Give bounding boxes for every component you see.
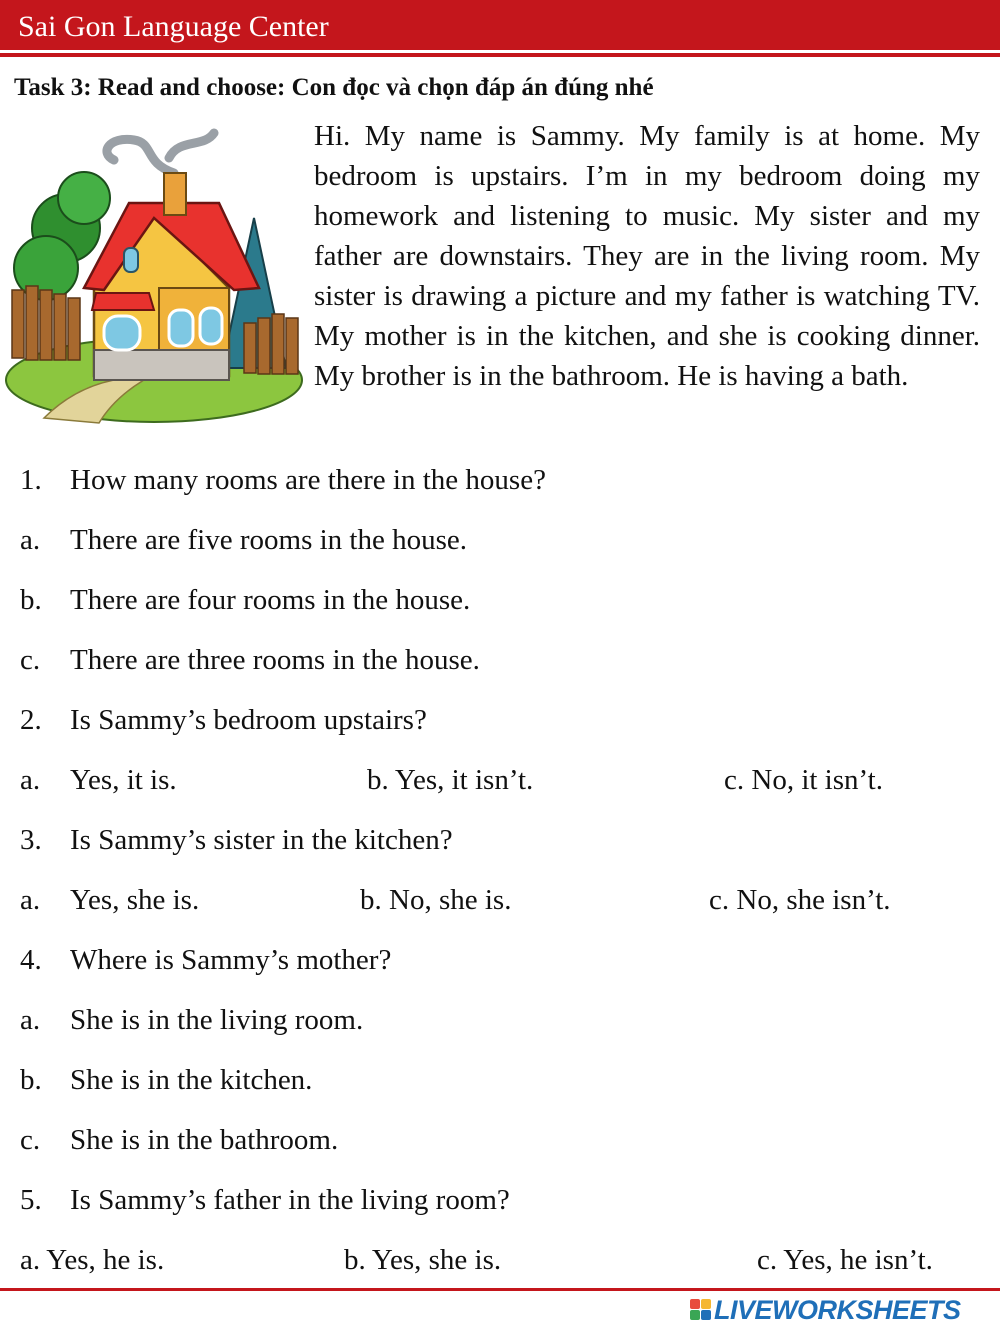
option-label: c.	[20, 1124, 41, 1156]
task-title: Task 3: Read and choose: Con đọc và chọn đáp án đúng nhé	[14, 74, 654, 101]
fence-left	[12, 286, 80, 360]
liveworksheets-logo[interactable]	[690, 1295, 961, 1325]
question-number: 4.	[20, 944, 42, 976]
option-2c[interactable]: c. No, it isn’t.	[724, 764, 883, 796]
liveworksheets-icon	[690, 1299, 712, 1321]
header-bar	[0, 0, 1000, 50]
option-label: a.	[20, 524, 41, 556]
option-label: c.	[20, 644, 41, 676]
question-text: Is Sammy’s bedroom upstairs?	[70, 704, 427, 736]
option-3a-text[interactable]: Yes, she is.	[70, 884, 200, 916]
question-text: Is Sammy’s sister in the kitchen?	[70, 824, 453, 856]
question-text: Is Sammy’s father in the living room?	[70, 1184, 510, 1216]
stone-base	[94, 350, 229, 380]
question-number: 2.	[20, 704, 42, 736]
liveworksheets-wordmark: LIVEWORKSHEETS	[714, 1294, 961, 1325]
option-2a-text[interactable]: Yes, it is.	[70, 764, 177, 796]
reading-passage: Hi. My name is Sammy. My family is at home. My bedroom is upstairs. I’m in my bedroom doing my homework and listening to music. My sister and my father are downstairs. They are in the living room. My sister is drawing a picture and my father is watching TV. My mother is in the kitchen, and she is cooking dinner. My brother is in the bathroom. He is having a bath.	[314, 120, 980, 392]
option-label: a.	[20, 1004, 41, 1036]
footer-divider	[0, 1288, 1000, 1291]
chimney	[164, 173, 186, 215]
option-text: There are five rooms in the house.	[70, 524, 467, 556]
question-number: 5.	[20, 1184, 42, 1216]
awning	[92, 293, 154, 310]
house-illustration	[4, 118, 304, 428]
option-text: She is in the bathroom.	[70, 1124, 339, 1156]
option-3c[interactable]: c. No, she isn’t.	[709, 884, 891, 916]
option-5c[interactable]: c. Yes, he isn’t.	[757, 1244, 933, 1276]
question-number: 1.	[20, 464, 42, 496]
question-text: How many rooms are there in the house?	[70, 464, 546, 496]
option-text: She is in the living room.	[70, 1004, 364, 1036]
center-name: Sai Gon Language Center	[18, 10, 329, 43]
option-3b[interactable]: b. No, she is.	[360, 884, 512, 916]
option-text: There are three rooms in the house.	[70, 644, 480, 676]
option-text: She is in the kitchen.	[70, 1064, 313, 1096]
option-5b[interactable]: b. Yes, she is.	[344, 1244, 502, 1276]
option-text: There are four rooms in the house.	[70, 584, 471, 616]
chimney-smoke	[107, 133, 214, 173]
option-3a-label[interactable]: a.	[20, 884, 41, 916]
option-2a-label[interactable]: a.	[20, 764, 41, 796]
option-2b[interactable]: b. Yes, it isn’t.	[367, 764, 534, 796]
question-number: 3.	[20, 824, 42, 856]
question-text: Where is Sammy’s mother?	[70, 944, 392, 976]
option-label: b.	[20, 584, 42, 616]
option-5a[interactable]: a. Yes, he is.	[20, 1244, 165, 1276]
option-label: b.	[20, 1064, 42, 1096]
header-divider	[0, 53, 1000, 57]
